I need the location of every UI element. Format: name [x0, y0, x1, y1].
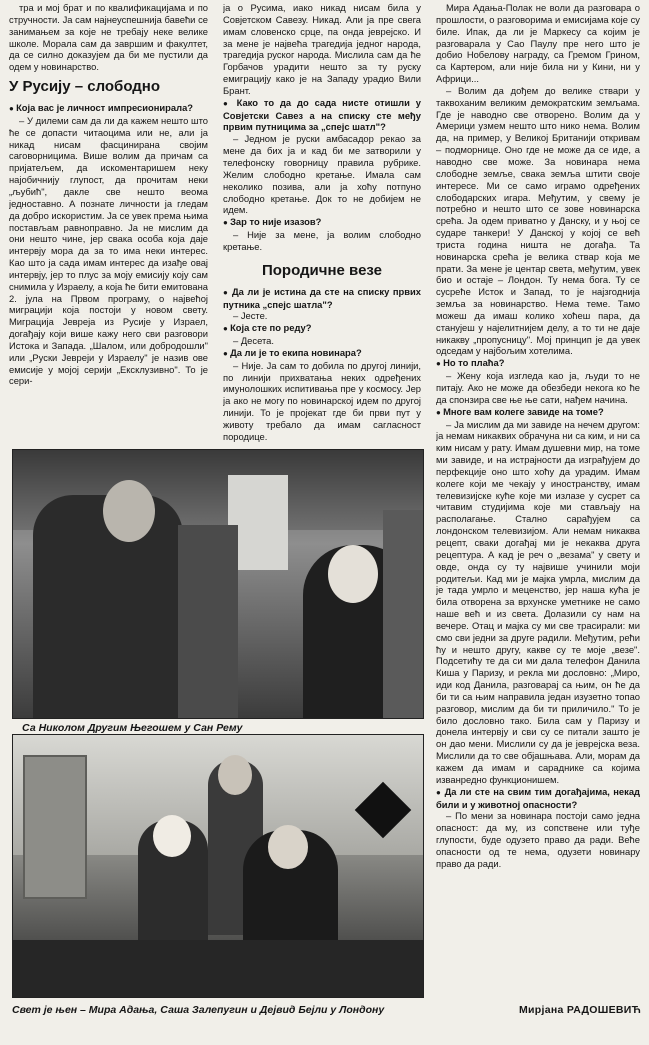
interview-answer: – У дилеми сам да ли да кажем нешто што ће се допасти читаоцима или не, али ја никад нисам фасцинирана својим саговорницима. Више волим да причам са пријатељем, да искоментаришем неку најобичнију глупост, да прочитам неки „љубић", дакле све нешто веома једноставно. А познате личности ја гледам да добро искористим. Ја се увек према њима постављам равноправно. Ја не мислим да они нешто чине, јер свака особа која даје интервју мора да за то има неки интерес. Као што ја сада имам интерес да изађе овај интервју, јер то плус за моју емисију коју сам снимила у Израелу, а која ће бити емитована 2. јула на Првом програму, о највећој миграцији која постоји у новом свету. Миграција Јевреја из Русије у Израел, догађају који више кажу него сви разговори Истока и Запада. „Шалом, или добродошли" или „Руски Јевреји у Израелу" је назив ове емисије у мојој серији „Ексклузивно". То је сери- [9, 114, 208, 387]
interview-answer: – Није. Ја сам то добила по другој линији, по линији прихватања неких одређених имунолошких испитивања пре у космосу. Јер ја ако не могу по новинарској идем по другој линији. То је пројекат где би први пут у животу требало да имам сагласност породице. [223, 359, 421, 442]
interview-question: ● Како то да до сада нисте отишли у Совјетски Савез а на списку сте међу првим путницима за „спејс шатл"? [223, 97, 421, 134]
photo-caption: Са Николом Другим Његошем у Сан Рему [22, 722, 243, 734]
article-column-2 [223, 2, 421, 442]
article-column-3 [436, 2, 640, 1012]
interview-answer: – Једном је руски амбасадор рекао за мене да бих ја и кад би ме затворили у телефонску говорницу правила рубрике. Желим слободно кретање. Имала сам неколико позива, али ја хоћу потпуно слободно кретање. Док то не добијем не идем. [223, 133, 421, 216]
photo-caption: Свет је њен – Мира Адања, Саша Залепугин и Дејвид Бејли у Лондону [12, 1004, 385, 1016]
photo-studio-london [12, 734, 424, 998]
section-heading: У Русију – слободно [9, 78, 161, 96]
paragraph: Мира Адања-Полак не воли да разговара о прошлости, о разговорима и емисијама које су биле. Ипак, да ли је Маркесу са којим је разговарала у Сао Паулу пре него што је добио Нобелову награду, са Гремом Грином, са Картером, али није била ни у Кини, ни у Африци... [436, 2, 640, 85]
interview-question: ● Многе вам колеге завиде на томе? [436, 406, 640, 419]
interview-answer: – Није за мене, ја волим слободно кретање. [223, 229, 421, 252]
interview-question: ● Зар то није изазов? [223, 216, 421, 229]
interview-question: ● Која сте по реду? [223, 322, 421, 335]
interview-question: ● Која вас је личност импресионирала? [9, 102, 208, 115]
interview-answer: – Ја мислим да ми завиде на нечем другом: ја немам никаквих обрачуна ни са ким, и ни са ким нисам у рату. Имам душевни мир, на томе ми завиде, и на истрајности да изграђујем до перфекције оно што хоћу да урадим. Имам колеге који ме чекају у иностранству, имам телевизијске куће које ми излазе у сусрет са читавим студијима које ми стављају на располагање. Стално сарађујем са лондонском телевизијом. Али немам никаква рецепт, сваки догађај ми је некаква друга рецептура. А кад је реч о „везама" у свету и овде, онда су ту највише учинили моји родитељи. Кад ми је мајка умрла, мислим да је тада умрло и меценство, јер наша кућа је била отворена за врхунске уметнике не само наше већ и из света. Долазили су нам на вечере. Отац и мајка су ми све трасирали: ми смо сви једни за друге радили. Међутим, рећи ћу и нешто другу, какве су те моје „везе". Подсетићу те да си ми дала телефон Данила Киша у Паризу, и рекла ми дословно: „Миро, иди код Данила, разговарај са њим, он ће да би ти са њим направила један изузетно топао разговор, мислим да би ти приличило." То је било дословно тако. Била сам у Паризу и донела интервју и сви су се питали зашто је он дао мени. Мислили су да је јеврејска веза. Мислили да то све објашњава. Али, морам да кажем да имам и сараднике са којима изванредно функционишем. [436, 418, 640, 785]
paragraph: ја о Русима, иако никад нисам била у Совјетском Савезу. Никад. Али ја пре свега имам словенско срце, па онда јеврејско. И за мене је највећа трагедија једног народа, трагедија руског народа. Мислила сам да ће Горбачов урадити нешто за ту руску емиграцију како је на Западу урадио Вили Брант. [223, 2, 421, 96]
interview-answer: – По мени за новинара постоји само једна опасност: да му, из сопствене или туђе глупости, буде одузето право да ради. Веће опасности од те нема, одузети новинару право да ради. [436, 810, 640, 869]
author-byline: Мирјана РАДОШЕВИЋ [519, 1004, 642, 1016]
interview-answer: – Десета. [233, 335, 274, 347]
interview-question: ● Но то плаћа? [436, 357, 640, 370]
article-column-1 [9, 2, 208, 442]
paragraph: тра и мој брат и по квалификацијама и по стручности. Ја сам најнеуспешнија бавећи се занимањем за које не требају неке велике школе. Морала сам да завршим и факултет, да се силно доказујем да би ме пустили да одем у новинарство. [9, 2, 208, 73]
paragraph: – Волим да дођем до велике ствари у таквоханим великим демократским земљама. Где је наводно све отворено. Волим да у Америци узмем нешто што нико нема. Волим да, на пример, у Великој Британији откривам – подморнице. Оно где не може да се иде, а наводно све може. За новинара нема слободне земље, свака земља штити своје интересе. Ми се само играмо одређених слободарских игара. Међутим, у свему је потребно и нешто што се зове новинарска срећа. Ја одем приватно у Данску, и у њој се сударе танкери! У Данској у којој се већ триста година ништа не догађа. Та новинарска срећа је велика ствар која ме прати. За мене је центар света, међутим, увек био и остаје – Лондон. Ту нема бога. Ту се сусреће Исток и Запад, то је најзгоднија земља за новинарство. Нема теме. Тамо можеш да имаш колико хоћеш пара, да станујеш у најелитнијем делу, а то ти не даје никакву „пропусницу". Мој принцип је да увек одседам у најбољим хотелима. [436, 84, 640, 357]
interview-answer: – Жену која изгледа као ја, људи то не питају. Ако не може да обезбеди некога ко ће да спонзира све ње ње сати, нађем начина. [436, 370, 640, 405]
interview-answer: – Јесте. [233, 310, 268, 322]
interview-question: ● Да ли сте на свим тим догађајима, некад били и у животној опасности? [436, 786, 640, 811]
interview-question: ● Да ли је истина да сте на списку првих путника „спејс шатла"? [223, 286, 421, 311]
section-heading: Породичне везе [261, 261, 383, 279]
interview-question: ● Да ли је то екипа новинара? [223, 347, 421, 360]
photo-interview-san-remo [12, 449, 424, 719]
